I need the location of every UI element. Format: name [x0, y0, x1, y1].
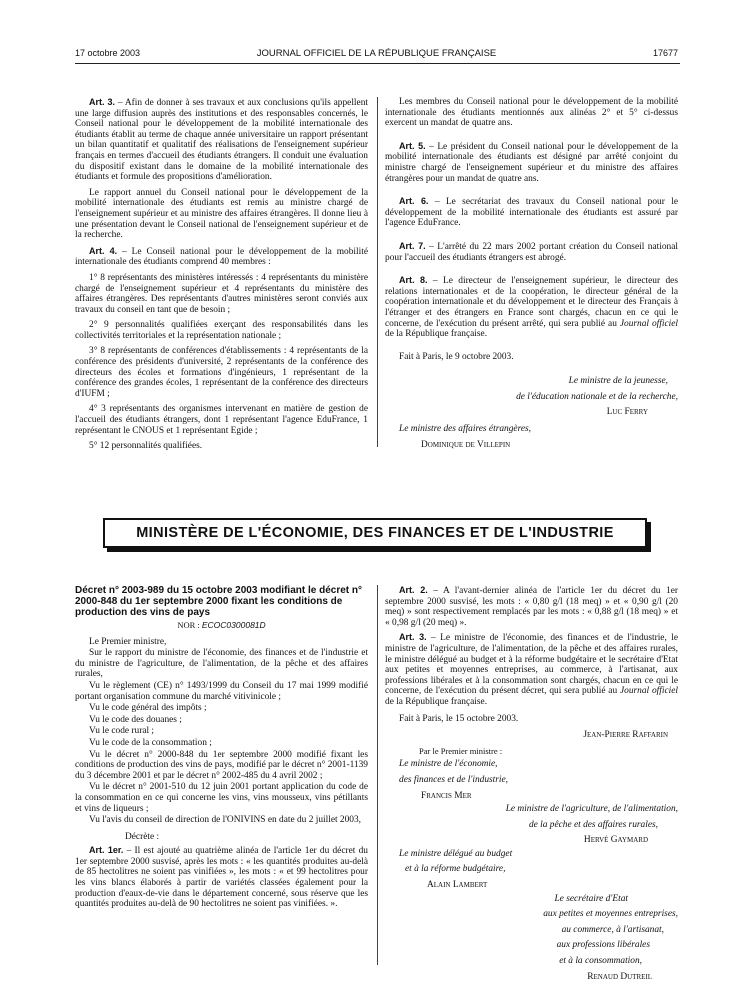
article-label: Art. 2. [399, 585, 428, 595]
paragraph: Vu le code de la consommation ; [89, 737, 212, 748]
article-text: – Le secrétariat des travaux du Conseil national pour le développement de la mobilité internationale des étudiants est assuré par l'agence EduFrance. [385, 197, 678, 229]
article-text: – Afin de donner à ses travaux et aux conclusions qu'ils appellent une large diffusion auprès des institutions et des responsables concernés, le Conseil national pour le développement de la mobilité internationale des étudiants établit au terme de chaque année universitaire un rapport présentant un bilan quantitatif et qualitatif des réalisations de l'enseignement supérieur français en termes d'accueil des étudiants étrangers. Il conduit une évaluation du dispositif existant dans le domaine de la mobilité internationale des étudiants et formule des propositions d'amélioration. [75, 98, 368, 183]
signatory-title: aux professions libérales [556, 940, 650, 951]
article-text: – Le Conseil national pour le développement de la mobilité internationale des étudiants comprend 40 membres : [75, 246, 368, 268]
signatory-title: Le secrétaire d'Etat [554, 893, 628, 904]
signature-date: Fait à Paris, le 9 octobre 2003. [399, 351, 514, 362]
article-text: – Le président du Conseil national pour le développement de la mobilité internationale des étudiants est désigné par arrêté conjoint du ministre chargé de l'enseignement supérieur et du ministre des affaires étrangères pour un mandat de quatre ans. [385, 141, 678, 184]
journal-name: Journal officiel [619, 686, 678, 697]
signatory-intro: Par le Premier ministre : [419, 745, 503, 756]
list-item: 2° 9 personnalités qualifiées exerçant des responsabilités dans les collectivités territoriales et la représentation nationale ; [75, 320, 368, 341]
paragraph: Vu le décret n° 2000-848 du 1er septembre 2000 modifié fixant les conditions de production des vins de pays, modifié par le décret n° 2001-1139 du 3 décembre 2001 et par le décret n° 2002-485 du 4 avril 2002 ; [75, 749, 368, 781]
article-text: – A l'avant-dernier alinéa de l'article 1er du décret du 1er septembre 2000 susvisé, les mots : « 0,80 g/l (18 meq) » et « 0,90 g/l (20 meq) » sont respectivement remplacés par les mots : « 0,88 g/l (18 meq) » et « 0,98 g/l (20 meq) ». [385, 586, 678, 628]
decree-title: Décret n° 2003-989 du 15 octobre 2003 modifiant le décret n° 2000-848 du 1er septembre 2000 fixant les conditions de production des vins de pays [75, 585, 362, 618]
article-label: Art. 3. [399, 632, 427, 643]
paragraph: Vu le code rural ; [89, 726, 155, 737]
top-right-column [385, 97, 678, 455]
article-label: Art. 5. [399, 140, 426, 151]
article-label: Art. 1er. [89, 845, 124, 856]
top-left-column [75, 97, 368, 457]
header-rule [75, 63, 680, 64]
list-item: 3° 8 représentants de conférences d'établissements : 4 représentants de la conférence des présidents d'université, 2 représentants de la conférence des directeurs des écoles et formations d'ingénieurs, 1 représentant de la conférence des grandes écoles, 1 représentant de la conférence des directeurs d'IUFM ; [75, 346, 368, 399]
article-label: Art. 3. [89, 97, 116, 107]
signatory-title: aux petites et moyennes entreprises, [543, 909, 678, 920]
paragraph: Vu le code des douanes ; [89, 714, 182, 725]
article-label: Art. 7. [399, 240, 426, 251]
signatory-title: et à la réforme budgétaire, [405, 864, 506, 875]
article-text: – Il est ajouté au quatrième alinéa de l'article 1er du décret du 1er septembre 2000 susvisé, après les mots : « les quantités produites au-delà de 85 hectolitres ne soient pas vinifiées », les mots : « et 99 hectolitres pour les vins blancs élaborés à partir de variétés classées également pour la production d'eaux-de-vie dans le département concerné, sous réserve que les quantités produites au-delà de 90 hectolitres ne soient pas vinifiées. ». [75, 846, 368, 910]
paragraph: Vu le règlement (CE) n° 1493/1999 du Conseil du 17 mai 1999 modifié portant organisation commune du marché vitivinicole ; [75, 680, 368, 702]
paragraph: Vu le décret n° 2001-510 du 12 juin 2001 portant application du code de la consommation en ce qui concerne les vins, vins mousseux, vins pétillants et vins de liqueurs ; [75, 782, 368, 814]
signatory-title: Le ministre de la jeunesse, [568, 376, 668, 387]
signatory-title: Le ministre de l'économie, [399, 759, 498, 770]
signatory-name: Luc Ferry [606, 407, 648, 418]
ministry-banner: MINISTÈRE DE L'ÉCONOMIE, DES FINANCES ET DE L'INDUSTRIE [103, 518, 647, 548]
nor-reference [75, 620, 368, 631]
signature-date: Fait à Paris, le 15 octobre 2003. [399, 713, 519, 724]
column-divider [377, 97, 378, 447]
paragraph: Sur le rapport du ministre de l'économie, des finances et de l'industrie et du ministre de l'agriculture, de l'alimentation, de la pêche et des affaires rurales, [75, 648, 368, 680]
list-item: 4° 3 représentants des organismes intervenant en matière de gestion de l'accueil des étudiants étrangers, dont 1 représentant l'agence EduFrance, 1 représentant le CNOUS et 1 représentant Egide ; [75, 404, 368, 436]
nor-label: NOR : [177, 620, 202, 630]
article-text: de la République française. [385, 329, 488, 340]
article-text: – Le directeur de l'enseignement supérieur, le directeur des relations internationales et de la coopération, le directeur général de la coopération internationale et du développement et le directeur des Français à l'étranger et des étrangers en France sont chargés, chacun en ce qui le concerne, de l'exécution du présent arrêté, qui sera publié au [385, 276, 678, 329]
signatory-title: Le ministre de l'agriculture, de l'alimentation, [505, 804, 678, 815]
signatory-name: Dominique de Villepin [421, 439, 511, 450]
signatory-name: Francis Mer [421, 790, 472, 801]
column-divider [377, 585, 378, 965]
signatory-name: Alain Lambert [427, 880, 488, 891]
page-header [75, 48, 678, 64]
article-text: – L'arrêté du 22 mars 2002 portant création du Conseil national pour l'accueil des étudiants étrangers est abrogé. [385, 241, 678, 263]
paragraph: Le Premier ministre, [89, 636, 167, 647]
signatory-title: des finances et de l'industrie, [399, 774, 509, 785]
decrete-heading: Décrète : [125, 831, 160, 842]
article-text: – Le ministre de l'économie, des finances et de l'industrie, le ministre de l'agriculture, de l'alimentation, de la pêche et des affaires rurales, le ministre délégué au budget et à la réforme budgétaire et le secrétaire d'Etat aux petites et moyennes entreprises, au commerce, à l'artisanat, aux professions libérales et à la consommation sont chargés, chacun en ce qui le concerne, de l'exécution du présent décret, qui sera publié au [385, 633, 678, 697]
header-date: 17 octobre 2003 [75, 48, 141, 58]
paragraph: Vu l'avis du conseil de direction de l'ONIVINS en date du 2 juillet 2003, [89, 815, 362, 826]
nor-code: ECOC0300081D [201, 620, 266, 630]
signatory-title: au commerce, à l'artisanat, [561, 924, 664, 935]
signatory-title: de l'éducation nationale et de la recherche, [516, 391, 678, 402]
list-item: 5° 12 personnalités qualifiées. [89, 441, 203, 452]
signatory-title: Le ministre délégué au budget [399, 848, 513, 859]
paragraph: Les membres du Conseil national pour le développement de la mobilité internationale des étudiants mentionnés aux alinéas 2° et 5° ci-dessus exercent un mandat de quatre ans. [385, 97, 678, 129]
journal-title: JOURNAL OFFICIEL DE LA RÉPUBLIQUE FRANÇAISE [256, 48, 497, 59]
page-number: 17677 [652, 48, 678, 58]
list-item: 1° 8 représentants des ministères intéressés : 4 représentants du ministère chargé de l'enseignement supérieur et 4 représentants du ministère des affaires étrangères. Des représentants d'autres ministères seront conviés aux travaux du conseil en tant que de besoin ; [75, 272, 368, 315]
bottom-right-column [385, 585, 678, 987]
bottom-left-column [75, 585, 368, 915]
signatory-name: Hervé Gaymard [583, 835, 648, 846]
article-label: Art. 6. [399, 196, 429, 207]
article-label: Art. 4. [89, 245, 118, 256]
article-label: Art. 8. [399, 275, 428, 286]
signatory-title: et à la consommation, [559, 956, 642, 967]
signatory-title: de la pêche et des affaires rurales, [528, 819, 658, 830]
article-text: de la République française. [385, 696, 488, 707]
paragraph: Le rapport annuel du Conseil national pour le développement de la mobilité internationale des étudiants est remis au ministre chargé de l'enseignement supérieur et au ministre des affaires étrangères. Il donne lieu à une présentation devant le Conseil national de l'enseignement supérieur et de la recherche. [75, 187, 368, 241]
signatory-title: Le ministre des affaires étrangères, [399, 424, 532, 435]
journal-name: Journal officiel [619, 318, 679, 329]
paragraph: Vu le code général des impôts ; [89, 703, 207, 714]
signatory-name: Jean-Pierre Raffarin [583, 730, 668, 741]
signatory-name: Renaud Dutreil [587, 971, 652, 982]
